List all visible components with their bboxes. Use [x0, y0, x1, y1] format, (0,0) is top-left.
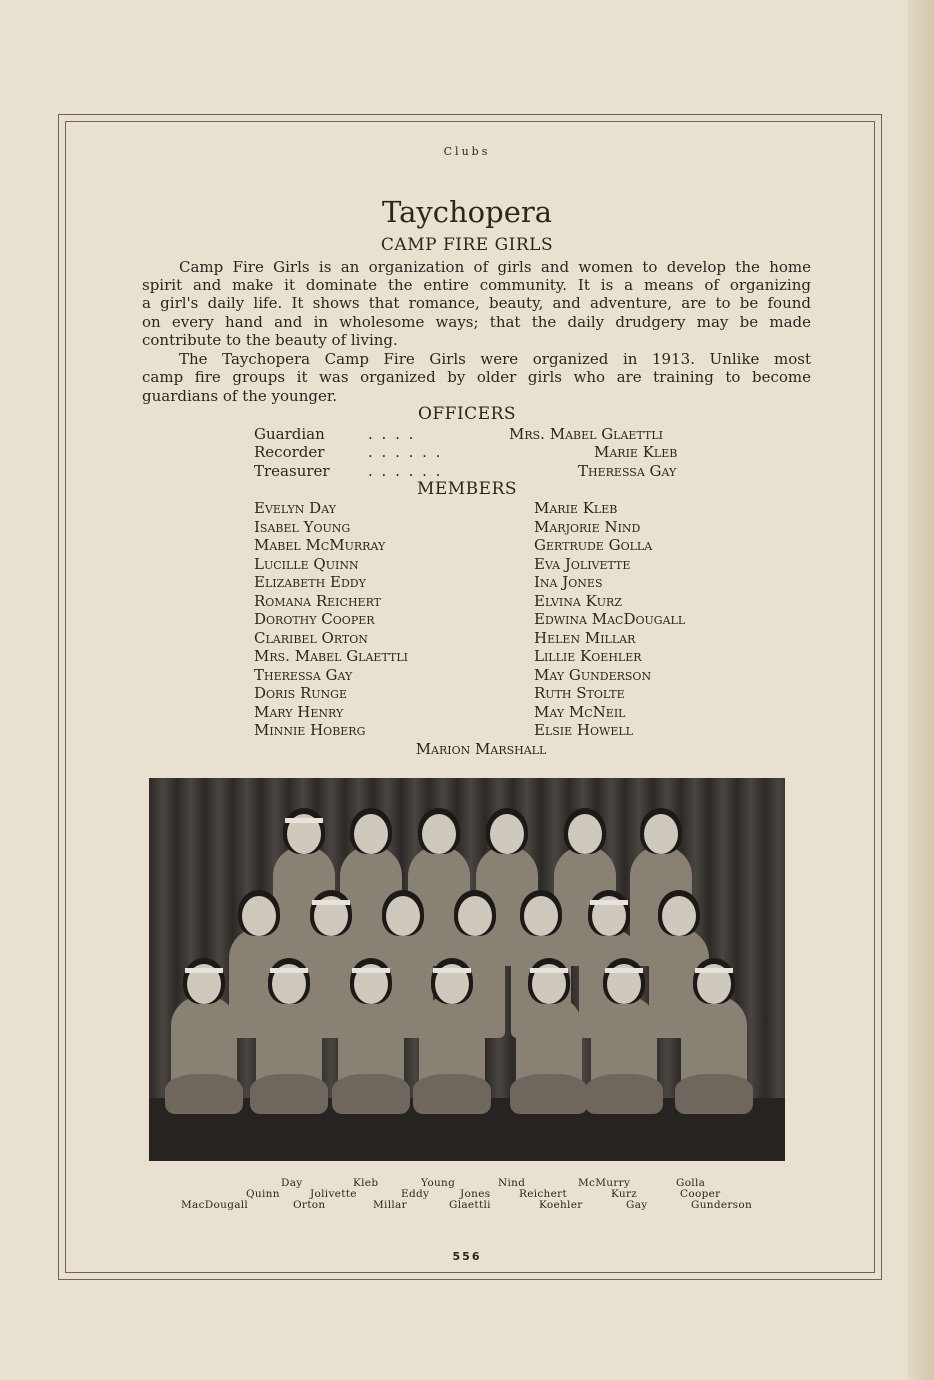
member-name: Doris Runge [254, 684, 347, 702]
caption-name: Gay [626, 1199, 648, 1211]
member-name: May McNeil [534, 702, 626, 721]
caption-name: Jones [460, 1188, 491, 1200]
paragraph-line: camp fire groups it was organized by older girls who are training to become [142, 368, 811, 386]
caption-name: Eddy [401, 1188, 430, 1200]
caption-name: Day [281, 1177, 303, 1189]
paragraph-line: a girl's daily life. It shows that romance, beauty, and adventure, are to be found [142, 294, 811, 312]
member-name: Elizabeth Eddy [254, 573, 366, 591]
running-head: Clubs [443, 145, 491, 158]
page-subtitle: CAMP FIRE GIRLS [380, 235, 554, 255]
caption-name: Kleb [353, 1177, 379, 1189]
member-name: Evelyn Day [254, 499, 336, 517]
member-name: Isabel Young [254, 517, 351, 536]
member-name: Ina Jones [534, 573, 603, 591]
officer-role: Treasurer [254, 462, 330, 480]
member-name: Ruth Stolte [534, 684, 625, 702]
officer-name: Marie Kleb [594, 443, 678, 461]
caption-name: Quinn [246, 1188, 280, 1200]
caption-name: Golla [676, 1177, 706, 1189]
caption-name: Millar [373, 1199, 407, 1211]
caption-name: Koehler [539, 1199, 583, 1211]
member-name: Mabel McMurray [254, 536, 386, 554]
caption-name: Nind [498, 1177, 526, 1189]
member-name: Edwina MacDougall [534, 610, 686, 628]
caption-name: Glaettli [449, 1199, 491, 1211]
member-name: Mary Henry [254, 702, 344, 721]
member-name: Eva Jolivette [534, 554, 631, 573]
paragraph-line: contribute to the beauty of living. [142, 331, 398, 349]
member-name: Romana Reichert [254, 591, 381, 610]
leader-dots: . . . . [368, 425, 416, 443]
paragraph-line: on every hand and in wholesome ways; that the daily drudgery may be made [142, 313, 811, 331]
paragraph-line: guardians of the younger. [142, 387, 338, 405]
officer-name: Theressa Gay [578, 462, 677, 480]
member-name-final: Marion Marshall [415, 740, 547, 758]
caption-name: Orton [293, 1199, 326, 1211]
leader-dots: . . . . . . [368, 443, 443, 461]
member-name: May Gunderson [534, 665, 652, 684]
members-right-column [534, 499, 685, 740]
page-number: 556 [452, 1250, 482, 1263]
member-name: Helen Millar [534, 628, 636, 647]
member-name: Elsie Howell [534, 721, 633, 739]
caption-name: Kurz [611, 1188, 638, 1200]
caption-name: MacDougall [181, 1199, 249, 1211]
paragraph-line: Camp Fire Girls is an organization of girls and women to develop the home [179, 258, 811, 276]
member-name: Marie Kleb [534, 499, 618, 517]
caption-name: Gunderson [691, 1199, 753, 1211]
member-name: Dorothy Cooper [254, 610, 375, 628]
member-name: Minnie Hoberg [254, 721, 366, 739]
member-name: Elvina Kurz [534, 591, 622, 610]
caption-name: Young [421, 1177, 456, 1189]
caption-name: McMurry [578, 1177, 631, 1189]
member-name: Lillie Koehler [534, 647, 642, 665]
member-name: Gertrude Golla [534, 536, 653, 554]
member-name: Claribel Orton [254, 628, 368, 647]
member-name: Lucille Quinn [254, 554, 359, 573]
caption-name: Reichert [519, 1188, 567, 1200]
paragraph-line: The Taychopera Camp Fire Girls were organized in 1913. Unlike most [179, 350, 811, 368]
caption-name: Jolivette [310, 1188, 357, 1200]
member-name: Theressa Gay [254, 665, 353, 684]
caption-name: Cooper [680, 1188, 721, 1200]
officer-role: Guardian [254, 425, 325, 443]
officer-role: Recorder [254, 443, 325, 461]
page-title: Taychopera [381, 195, 553, 229]
member-name: Marjorie Nind [534, 517, 641, 536]
member-name: Mrs. Mabel Glaettli [254, 647, 408, 665]
leader-dots: . . . . . . [368, 462, 443, 480]
members-heading: MEMBERS [416, 479, 518, 499]
members-left-column [254, 499, 408, 740]
group-photograph [149, 778, 785, 1161]
officer-name: Mrs. Mabel Glaettli [509, 425, 663, 443]
officers-heading: OFFICERS [417, 404, 517, 424]
paragraph-line: spirit and make it dominate the entire community. It is a means of organizing [142, 276, 811, 294]
